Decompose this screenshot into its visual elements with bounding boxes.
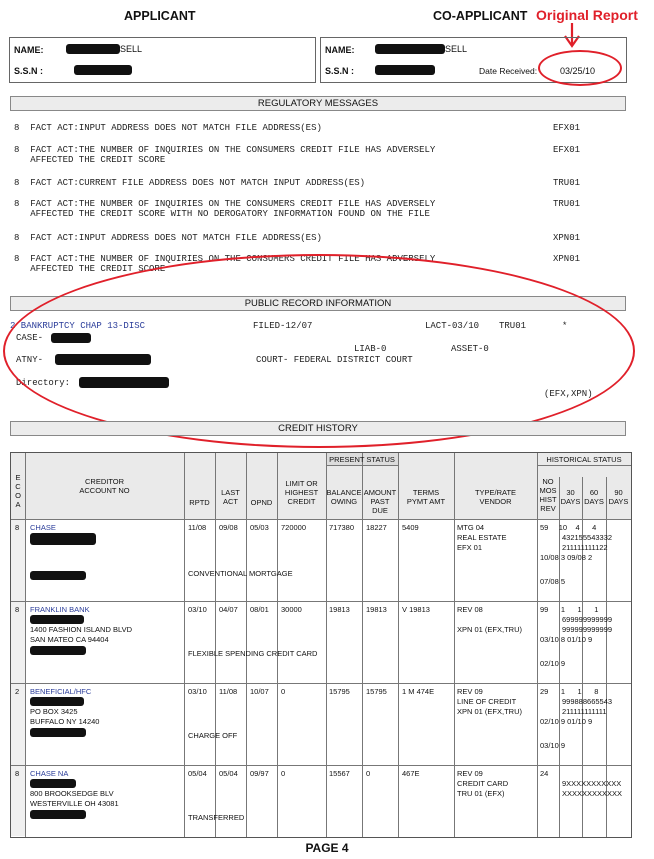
row-divider [11, 519, 631, 520]
row-divider [11, 765, 631, 766]
ecoa-code: 2 [15, 687, 20, 696]
balance-value: 15567 [329, 769, 350, 778]
creditor-address-2: BUFFALO NY 14240 [30, 717, 100, 726]
message-source: TRU01 [553, 178, 581, 188]
reported-date: 03/10 [188, 605, 207, 614]
column-divider [25, 453, 26, 837]
past-due-value: 0 [366, 769, 371, 778]
last-activity: 05/04 [219, 769, 238, 778]
historical-dates-1: 03/10 8 01/10 9 [540, 635, 593, 644]
creditor-address-1: 1400 FASHION ISLAND BLVD [30, 625, 132, 634]
ecoa-code: 8 [15, 605, 20, 614]
header-creditor: CREDITOR ACCOUNT NO [79, 477, 130, 495]
message-text: FACT ACT:THE NUMBER OF INQUIRIES ON THE CONSUMERS CREDIT FILE HAS ADVERSELY [30, 199, 436, 209]
creditor-address-1: 800 BROOKSEDGE BLV [30, 789, 114, 798]
type-rate-line3: EFX 01 [457, 543, 483, 552]
co-applicant-ssn-label: S.S.N : [325, 66, 355, 76]
past-due-value: 18227 [366, 523, 387, 532]
balance-value: 717380 [329, 523, 355, 532]
assets: ASSET-0 [451, 344, 489, 354]
record-sources: (EFX,XPN) [544, 389, 593, 399]
header-60-days: 60 DAYS [584, 488, 604, 506]
opened-date: 08/01 [250, 605, 269, 614]
historical-dates-1: 02/10 9 01/10 9 [540, 717, 593, 726]
header-opnd: OPND [250, 498, 273, 507]
column-divider [215, 453, 216, 837]
court: COURT- FEDERAL DISTRICT COURT [256, 355, 413, 365]
applicant-ssn-label: S.S.N : [14, 66, 44, 76]
co-applicant-heading: CO-APPLICANT [433, 9, 528, 23]
message-code: 8 [14, 178, 20, 188]
message-text: FACT ACT:INPUT ADDRESS DOES NOT MATCH FILE ADDRESS(ES) [30, 123, 322, 133]
account-note: TRANSFERRED [188, 813, 245, 822]
type-rate-line1: REV 08 [457, 605, 483, 614]
message-code: 8 [14, 145, 20, 155]
record-bureau: TRU01 [499, 321, 527, 331]
header-past-due: AMOUNT PAST DUE [363, 488, 397, 515]
bankruptcy-type: 2 BANKRUPTCY CHAP 13-DISC [10, 321, 146, 331]
type-rate-line3: TRU 01 (EFX) [457, 789, 505, 798]
redacted-phone [30, 728, 86, 737]
redacted-account-number [30, 615, 84, 624]
header-rptd: RPTD [189, 498, 210, 507]
message-text: FACT ACT:INPUT ADDRESS DOES NOT MATCH FILE ADDRESS(ES) [30, 233, 322, 243]
opened-date: 10/07 [250, 687, 269, 696]
redacted-phone [30, 646, 86, 655]
redacted-account-number [30, 779, 76, 788]
co-applicant-name-label: NAME: [325, 45, 355, 55]
date-received-label: Date Received: [479, 66, 538, 76]
header-ecoa: E C O A [15, 473, 21, 509]
terms-value: V 19813 [402, 605, 430, 614]
historical-pattern-2: 211111111111 [562, 707, 607, 716]
message-source: XPN01 [553, 233, 581, 243]
historical-pattern-1: 699999999999 [562, 615, 613, 624]
terms-value: 5409 [402, 523, 419, 532]
last-activity: 11/08 [219, 687, 238, 696]
balance-value: 15795 [329, 687, 350, 696]
last-activity-date: LACT-03/10 [425, 321, 480, 331]
message-text-continued: AFFECTED THE CREDIT SCORE [30, 264, 166, 274]
liabilities: LIAB-0 [354, 344, 387, 354]
message-text-continued: AFFECTED THE CREDIT SCORE WITH NO DEROGATORY INFORMATION FOUND ON THE FILE [30, 209, 430, 219]
row-divider [11, 683, 631, 684]
header-90-days: 90 DAYS [608, 488, 629, 506]
case-label: CASE- [16, 333, 44, 343]
ecoa-code: 8 [15, 523, 20, 532]
limit-value: 0 [281, 687, 286, 696]
redacted-account-number [30, 533, 96, 545]
co-applicant-name-suffix: SELL [445, 44, 468, 54]
terms-value: 1 M 474E [402, 687, 435, 696]
message-source: EFX01 [553, 145, 581, 155]
credit-history-table [10, 452, 632, 838]
limit-value: 30000 [281, 605, 302, 614]
historical-counts: 29 1 1 8 [540, 687, 599, 696]
message-code: 8 [14, 233, 20, 243]
header-30-days: 30 DAYS [560, 488, 581, 506]
column-divider [398, 453, 399, 837]
header-terms: TERMS PYMT AMT [406, 488, 446, 506]
ecoa-code: 8 [15, 769, 20, 778]
redacted-phone [30, 810, 86, 819]
column-divider [326, 453, 327, 837]
opened-date: 09/97 [250, 769, 269, 778]
header-present-status: PRESENT STATUS [329, 455, 395, 464]
historical-pattern-2: XXXXXXXXXXXX [562, 789, 623, 798]
historical-counts: 59 10 4 4 [540, 523, 597, 532]
historical-dates-2: 03/10 9 [540, 741, 566, 750]
record-star: * [562, 321, 568, 331]
historical-pattern-2: 999999999999 [562, 625, 613, 634]
creditor-name: CHASE NA [30, 769, 69, 778]
historical-pattern-1: 432155543332 [562, 533, 613, 542]
applicant-name-label: NAME: [14, 45, 44, 55]
type-rate-line2: LINE OF CREDIT [457, 697, 517, 706]
message-text: FACT ACT:THE NUMBER OF INQUIRIES ON THE CONSUMERS CREDIT FILE HAS ADVERSELY [30, 145, 436, 155]
header-last-act: LAST ACT [221, 488, 240, 506]
redacted-account-number [30, 697, 84, 706]
account-note: CHARGE OFF [188, 731, 238, 740]
message-text: FACT ACT:CURRENT FILE ADDRESS DOES NOT MATCH INPUT ADDRESS(ES) [30, 178, 366, 188]
public-record-highlight-ellipse [3, 254, 635, 448]
type-rate-line1: REV 09 [457, 769, 483, 778]
terms-value: 467E [402, 769, 420, 778]
row-divider [537, 465, 631, 466]
account-note: CONVENTIONAL MORTGAGE [188, 569, 293, 578]
creditor-name: BENEFICIAL/HFC [30, 687, 92, 696]
date-received-value: 03/25/10 [560, 66, 596, 76]
applicant-heading: APPLICANT [124, 9, 196, 23]
attorney-label: ATNY- [16, 355, 44, 365]
reported-date: 11/08 [188, 523, 207, 532]
historical-dates-1: 10/08 3 09/08 2 [540, 553, 593, 562]
historical-dates-2: 02/10 9 [540, 659, 566, 668]
last-activity: 09/08 [219, 523, 238, 532]
reported-date: 03/10 [188, 687, 207, 696]
row-divider [326, 465, 398, 466]
type-rate-line2: CREDIT CARD [457, 779, 509, 788]
column-divider [454, 453, 455, 837]
message-code: 8 [14, 254, 20, 264]
header-no-mos: NO MOS HIST REV [539, 477, 557, 513]
directory-label: Directory: [16, 378, 71, 388]
creditor-name: FRANKLIN BANK [30, 605, 90, 614]
creditor-address-2: WESTERVILLE OH 43081 [30, 799, 119, 808]
balance-value: 19813 [329, 605, 350, 614]
historical-pattern-1: 9XXXXXXXXXXX [562, 779, 622, 788]
message-code: 8 [14, 199, 20, 209]
past-due-value: 19813 [366, 605, 387, 614]
header-type-rate: TYPE/RATE VENDOR [474, 488, 517, 506]
credit-history-banner: CREDIT HISTORY [10, 421, 626, 436]
limit-value: 0 [281, 769, 286, 778]
column-divider [277, 453, 278, 837]
account-note: FLEXIBLE SPENDING CREDIT CARD [188, 649, 318, 658]
header-historical-status: HISTORICAL STATUS [546, 455, 622, 464]
type-rate-line1: MTG 04 [457, 523, 485, 532]
message-source: XPN01 [553, 254, 581, 264]
message-source: EFX01 [553, 123, 581, 133]
public-record-banner: PUBLIC RECORD INFORMATION [10, 296, 626, 311]
opened-date: 05/03 [250, 523, 269, 532]
last-activity: 04/07 [219, 605, 238, 614]
type-rate-line3: XPN 01 (EFX,TRU) [457, 625, 523, 634]
row-divider [11, 601, 631, 602]
filed-date: FILED-12/07 [253, 321, 313, 331]
redacted-phone [30, 571, 86, 580]
historical-dates-2: 07/08 5 [540, 577, 566, 586]
creditor-address-1: PO BOX 3425 [30, 707, 78, 716]
historical-counts: 99 1 1 1 [540, 605, 599, 614]
column-divider [184, 453, 185, 837]
creditor-address-2: SAN MATEO CA 94404 [30, 635, 109, 644]
page-number: PAGE 4 [305, 841, 349, 855]
historical-pattern-1: 999888665543 [562, 697, 613, 706]
regulatory-messages-banner: REGULATORY MESSAGES [10, 96, 626, 111]
original-report-annotation: Original Report [536, 7, 638, 23]
applicant-name-suffix: SELL [120, 44, 143, 54]
header-balance: BALANCE OWING [326, 488, 362, 506]
historical-pattern-2: 211111111122 [562, 543, 608, 552]
header-limit: LIMIT OR HIGHEST CREDIT [284, 479, 319, 506]
past-due-value: 15795 [366, 687, 387, 696]
message-text: FACT ACT:THE NUMBER OF INQUIRIES ON THE CONSUMERS CREDIT FILE HAS ADVERSELY [30, 254, 436, 264]
type-rate-line2: REAL ESTATE [457, 533, 507, 542]
historical-counts: 24 [540, 769, 549, 778]
limit-value: 720000 [281, 523, 307, 532]
message-code: 8 [14, 123, 20, 133]
type-rate-line3: XPN 01 (EFX,TRU) [457, 707, 523, 716]
creditor-name: CHASE [30, 523, 56, 532]
message-text-continued: AFFECTED THE CREDIT SCORE [30, 155, 166, 165]
message-source: TRU01 [553, 199, 581, 209]
reported-date: 05/04 [188, 769, 207, 778]
column-divider [246, 453, 247, 837]
type-rate-line1: REV 09 [457, 687, 483, 696]
